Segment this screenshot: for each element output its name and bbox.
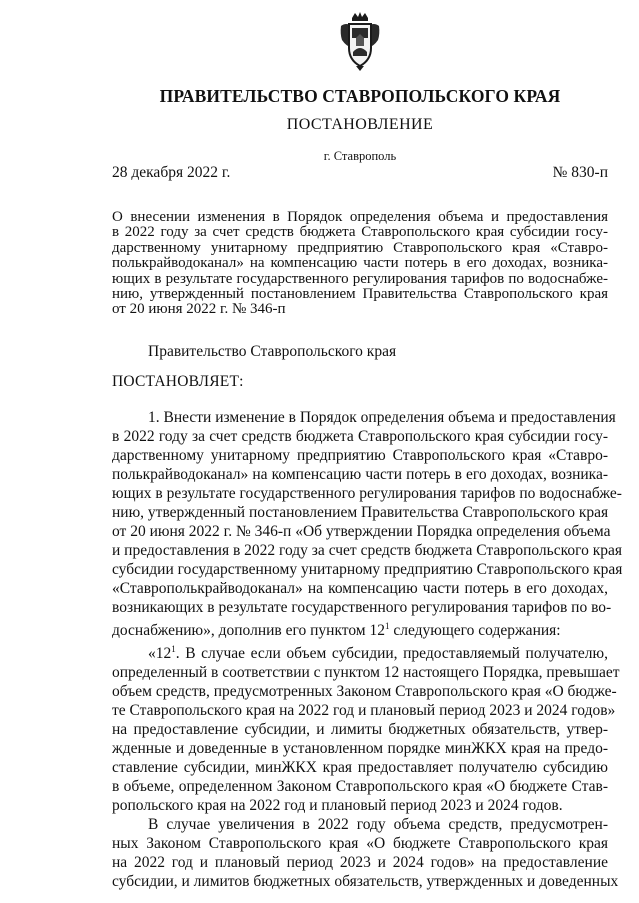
line-text: следующего содержания: bbox=[389, 622, 561, 640]
subject-line: в 2022 году за счет средств бюджета Ставропольского края субсидии госу- bbox=[112, 224, 608, 241]
paragraph-line: В случае увеличения в 2022 году объема средств, предусмотрен- bbox=[148, 816, 608, 834]
quote-line: ставление субсидии, минЖКХ края предоставляет получателю субсидию bbox=[112, 759, 608, 777]
paragraph-line: 1. Внести изменение в Порядок определения объема и предоставления bbox=[148, 409, 616, 426]
document-number: № 830-п bbox=[552, 164, 608, 181]
issuing-authority: Правительство Ставропольского края bbox=[148, 343, 397, 360]
paragraph-line: ных Законом Ставропольского края «О бюджете Ставропольского края bbox=[112, 835, 608, 853]
superscript: 1 bbox=[171, 644, 176, 655]
coat-of-arms-emblem bbox=[338, 10, 382, 72]
document-subject bbox=[112, 210, 608, 318]
quote-line: ропольского края на 2022 год и плановый период 2023 и 2024 годов. bbox=[112, 797, 563, 815]
paragraph-line: в 2022 году за счет средств бюджета Ставропольского края субсидии госу- bbox=[112, 428, 608, 445]
quote-line bbox=[112, 640, 608, 663]
paragraph-line: и предоставления в 2022 году за счет средств бюджета Ставропольского края bbox=[112, 542, 622, 559]
quote-line: жденные и доведенные в установленном порядке минЖКХ края на предо- bbox=[112, 740, 608, 758]
quote-line: в объеме, определенном Законом Ставропольского края «О бюджете Став- bbox=[112, 778, 608, 796]
document-type: ПОСТАНОВЛЕНИЕ bbox=[286, 116, 434, 133]
clause-number: «12 bbox=[148, 645, 172, 663]
subject-line: от 20 июня 2022 г. № 346-п bbox=[112, 301, 286, 318]
subject-line: О внесении изменения в Порядок определения объема и предоставления bbox=[112, 209, 608, 225]
paragraph-line: полькрайводоканал» на компенсацию части потерь в его доходах, возника- bbox=[112, 466, 608, 483]
quote-line: объем средств, предусмотренных Законом Ставропольского края «О бюдже- bbox=[112, 683, 617, 701]
line-text: доснабжению», дополнив его пунктом 12 bbox=[112, 622, 385, 640]
subject-line: дарственному унитарному предприятию Ставропольского края «Ставро- bbox=[112, 239, 608, 256]
paragraph-line bbox=[112, 617, 608, 640]
document-body bbox=[112, 408, 623, 891]
paragraph-line: на 2022 год и плановый период 2023 и 2024 годов» на предоставление bbox=[112, 854, 608, 872]
government-title: ПРАВИТЕЛЬСТВО СТАВРОПОЛЬСКОГО КРАЯ bbox=[159, 86, 561, 106]
paragraph-line: ющих в результате государственного регулирования тарифов по водоснабже- bbox=[112, 485, 622, 502]
line-text: . В случае если объем субсидии, предоставляемый получателю, bbox=[175, 645, 608, 663]
quote-line: на предоставление субсидии, и лимиты бюджетных обязательств, утвер- bbox=[112, 721, 608, 739]
subject-line: ющих в результате государственного регулирования тарифов по водоснабже- bbox=[112, 270, 608, 287]
paragraph-line: субсидии государственному унитарному предприятию Ставропольского края bbox=[112, 561, 623, 578]
city: г. Ставрополь bbox=[323, 149, 397, 163]
paragraph-line: возникающих в результате государственного регулирования тарифов по во- bbox=[112, 599, 612, 616]
paragraph-line: дарственному унитарному предприятию Ставропольского края «Ставро- bbox=[112, 447, 608, 464]
subject-line: полькрайводоканал» на компенсацию части потерь в его доходах, возника- bbox=[112, 255, 608, 272]
document-date: 28 декабря 2022 г. bbox=[112, 164, 231, 181]
superscript: 1 bbox=[384, 621, 390, 631]
subject-line: нию, утвержденный постановлением Правительства Ставропольского края bbox=[112, 286, 608, 303]
paragraph-line: от 20 июня 2022 г. № 346-п «Об утверждении Порядка определения объема bbox=[112, 523, 611, 540]
quote-line: те Ставропольского края на 2022 год и плановый период 2023 и 2024 годов» bbox=[112, 702, 616, 720]
quote-line: определенный в соответствии с пунктом 12 настоящего Порядка, превышает bbox=[112, 664, 620, 682]
paragraph-line: субсидии, и лимитов бюджетных обязательств, утвержденных и доведенных bbox=[112, 873, 619, 891]
paragraph-line: «Ставрополькрайводоканал» на компенсацию части потерь в его доходах, bbox=[112, 580, 608, 597]
resolves-heading: ПОСТАНОВЛЯЕТ: bbox=[112, 373, 244, 390]
paragraph-line: нию, утвержденный постановлением Правительства Ставропольского края bbox=[112, 504, 609, 521]
